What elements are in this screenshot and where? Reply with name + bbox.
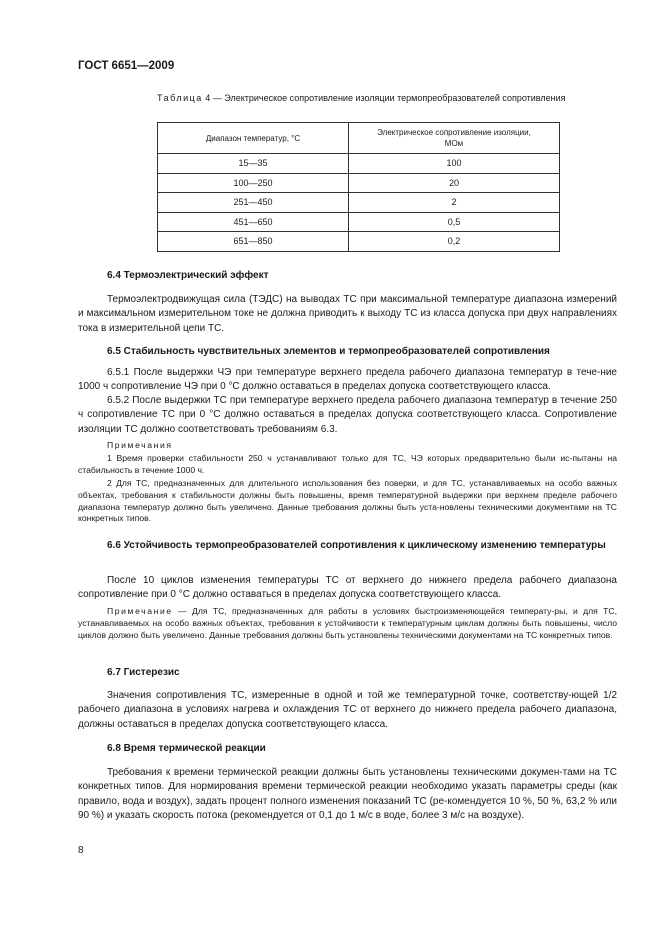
section-6-5-note-1-text: 1 Время проверки стабильности 250 ч устанавливают только для ТС, ЧЭ которых предварительно были ис-пытаны на стабильность в течение 1000 ч.: [78, 453, 617, 475]
section-6-6-text: После 10 циклов изменения температуры ТС от верхнего до нижнего предела рабочего диапазона сопротивление при 0 °С должно оставаться в пределах допуска соответствующего класса.: [78, 575, 617, 601]
resistance-cell: 100: [349, 154, 560, 174]
section-6-6-paragraph: [78, 574, 617, 603]
resistance-cell: 0,2: [349, 232, 560, 252]
table-row: [158, 193, 560, 213]
section-6-7-text: Значения сопротивления ТС, измеренные в одной и той же температурной точке, соответству-ющей 1/2 рабочего диапазона в условиях нагрева и охлаждения ТС от верхнего до нижнего предела рабочего диапазона, должны оставаться в пределах допуска соответствующего класса.: [78, 690, 617, 730]
section-6-6-note-text: — Для ТС, предназначенных для работы в условиях быстроизменяющейся температу-ры, и для ТС, устанавливаемых на особо важных объектах, требования к устойчивости к температурным циклам должны быть повышены, число циклов должно быть увеличено. Данные требования должны быть установлены техническими документами на ТС конкретных типов.: [78, 606, 617, 640]
section-6-8-text: Требования к времени термической реакции должны быть установлены техническими докумен-тами на ТС конкретных типов. Для нормирования времени термической реакции необходимо указать параметры среды (как правило, вода и воздух), задать процент полного изменения показаний ТС (ре-комендуется 10 %, 50 %, 63,2 % или 90 %) и указать скорость потока (рекомендуется от 0,1 до 1 м/с в воде, более 3 м/с на воздухе).: [78, 767, 617, 821]
temperature-range-cell: 451—650: [158, 212, 349, 232]
section-6-4-text: Термоэлектродвижущая сила (ТЭДС) на выводах ТС при максимальной температуре диапазона измерений и максимальном измерительном токе не должна приводить к выходу ТС из класса допуска при двух направлениях тока в измерительной цепи ТС.: [78, 294, 617, 334]
section-6-8-title: 6.8 Время термической реакции: [107, 743, 266, 754]
section-6-5-2-paragraph: [78, 394, 617, 437]
table-row: [158, 212, 560, 232]
column-header-resistance-line1: Электрическое сопротивление изоляции,: [377, 128, 531, 137]
table-header-row: [158, 123, 560, 154]
table-row: [158, 173, 560, 193]
table-row: [158, 232, 560, 252]
section-6-5-notes-label: Примечания: [107, 440, 173, 450]
temperature-range-cell: 100—250: [158, 173, 349, 193]
section-6-4-paragraph: [78, 293, 617, 336]
column-header-temperature-range: Диапазон температур, °С: [158, 123, 349, 154]
section-6-6-note-label: Примечание: [107, 606, 173, 616]
section-6-5-2-text: 6.5.2 После выдержки ТС при температуре верхнего предела рабочего диапазона температур в течение 250 ч сопротивление ТС при 0 °С должно оставаться в пределах допуска соответствующего класса. Сопротивление изоляции ТС должно соответствовать требованиям 6.3.: [78, 395, 617, 435]
resistance-cell: 20: [349, 173, 560, 193]
section-6-8-paragraph: [78, 766, 617, 823]
resistance-cell: 0,5: [349, 212, 560, 232]
temperature-range-cell: 251—450: [158, 193, 349, 213]
section-6-7-paragraph: [78, 689, 617, 732]
temperature-range-cell: 15—35: [158, 154, 349, 174]
section-6-5-note-2-text: 2 Для ТС, предназначенных для длительного использования без поверки, и для ТС, устанавливаемых на особо важных объектах, требования к стабильности должны быть повышены, время температурной выдержки при верхнем пределе рабочего диапазона температур должно быть увеличено. Данные требования должны быть уста-новлены техническими документами на ТС конкретных типов.: [78, 478, 617, 524]
section-6-5-1-paragraph: [78, 366, 617, 395]
section-6-6-note: [78, 606, 617, 641]
section-6-5-title: 6.5 Стабильность чувствительных элементов и термопреобразователей сопротивления: [107, 346, 550, 357]
column-header-resistance: [349, 123, 560, 154]
temperature-range-cell: 651—850: [158, 232, 349, 252]
column-header-resistance-unit: МОм: [444, 139, 464, 148]
section-6-4-title: 6.4 Термоэлектрический эффект: [107, 270, 269, 281]
section-6-5-note-1: [78, 453, 617, 477]
section-6-5-notes-label-line: [78, 440, 617, 452]
document-header: ГОСТ 6651—2009: [78, 60, 175, 72]
section-6-6-title: 6.6 Устойчивость термопреобразователей сопротивления к циклическому изменению температуры: [107, 540, 606, 551]
table-caption: [157, 93, 577, 104]
section-6-5-note-2: [78, 478, 617, 525]
insulation-resistance-table: [157, 122, 560, 252]
section-6-5-1-text: 6.5.1 После выдержки ЧЭ при температуре верхнего предела рабочего диапазона температур в тече-ние 1000 ч сопротивление ЧЭ при 0 °С должно оставаться в пределах допуска соответствующего класса.: [78, 367, 617, 393]
page-number: 8: [78, 845, 84, 856]
resistance-cell: 2: [349, 193, 560, 213]
table-caption-text: 4 — Электрическое сопротивление изоляции термопреобразователей сопротивления: [202, 93, 566, 103]
table-row: [158, 154, 560, 174]
section-6-7-title: 6.7 Гистерезис: [107, 667, 180, 678]
table-caption-label: Таблица: [157, 93, 203, 103]
